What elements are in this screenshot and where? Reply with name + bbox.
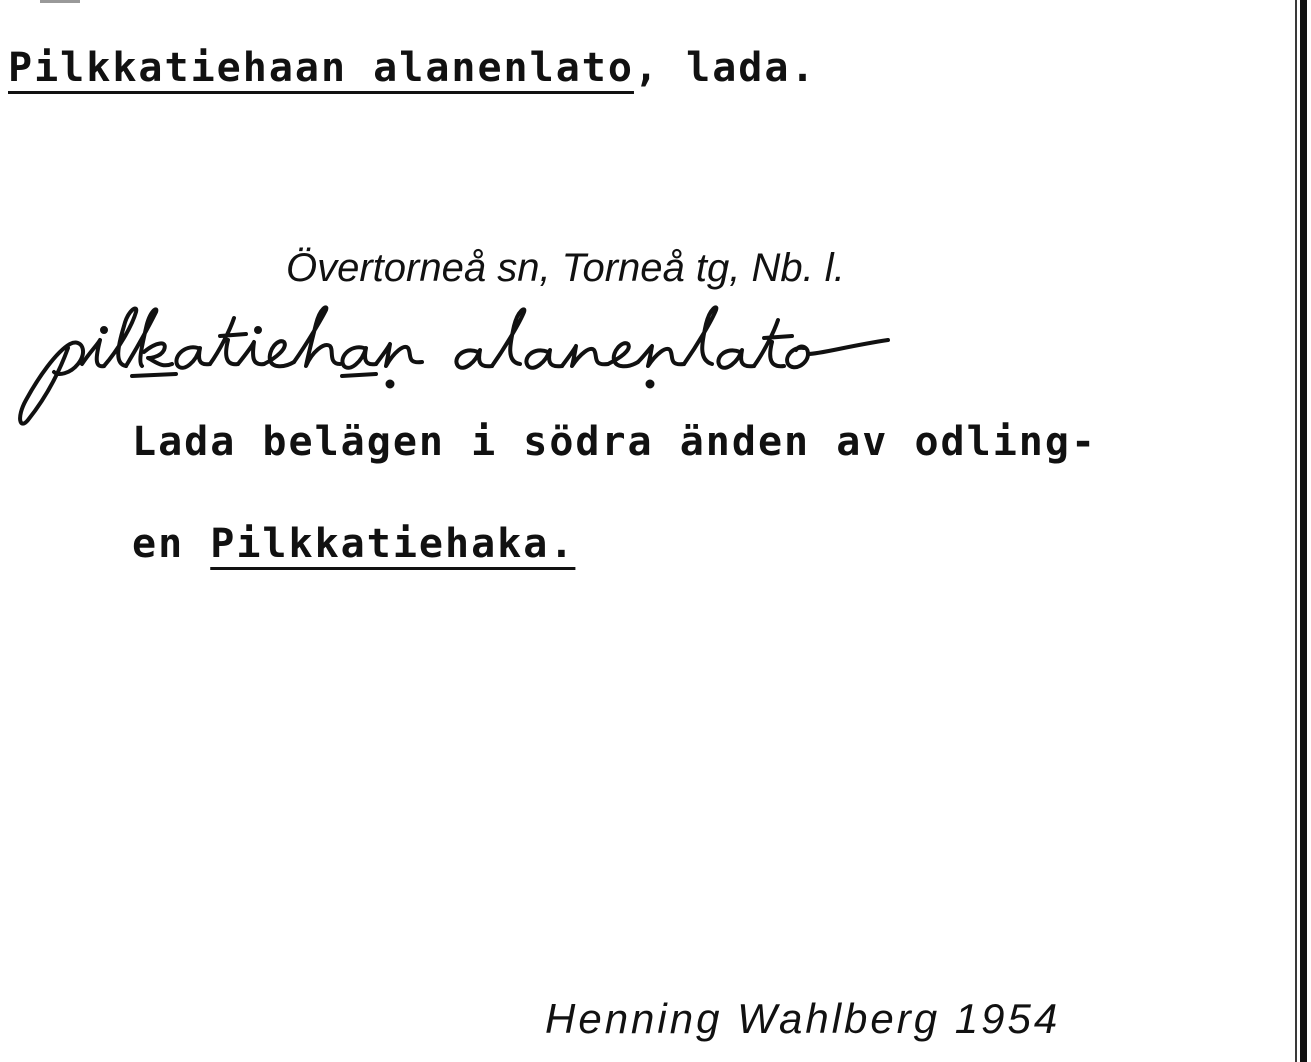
field-name: Pilkkatiehaka. <box>210 521 576 567</box>
description-line-2-prefix: en <box>132 521 211 567</box>
card-heading <box>8 45 817 91</box>
handwritten-name-drawing <box>8 300 1048 430</box>
description-line-1: Lada belägen i södra änden av odling- <box>132 419 1098 465</box>
card-edge <box>1300 0 1307 1062</box>
signature: Henning Wahlberg 1954 <box>545 995 1061 1042</box>
description-line-2 <box>132 521 576 567</box>
scan-mark <box>40 0 80 3</box>
place-name: Pilkkatiehaan alanenlato <box>8 45 634 91</box>
location-stamp: Övertorneå sn, Torneå tg, Nb. l. <box>286 246 845 290</box>
card-edge-line <box>1295 0 1297 1062</box>
heading-suffix: , lada. <box>633 45 817 91</box>
